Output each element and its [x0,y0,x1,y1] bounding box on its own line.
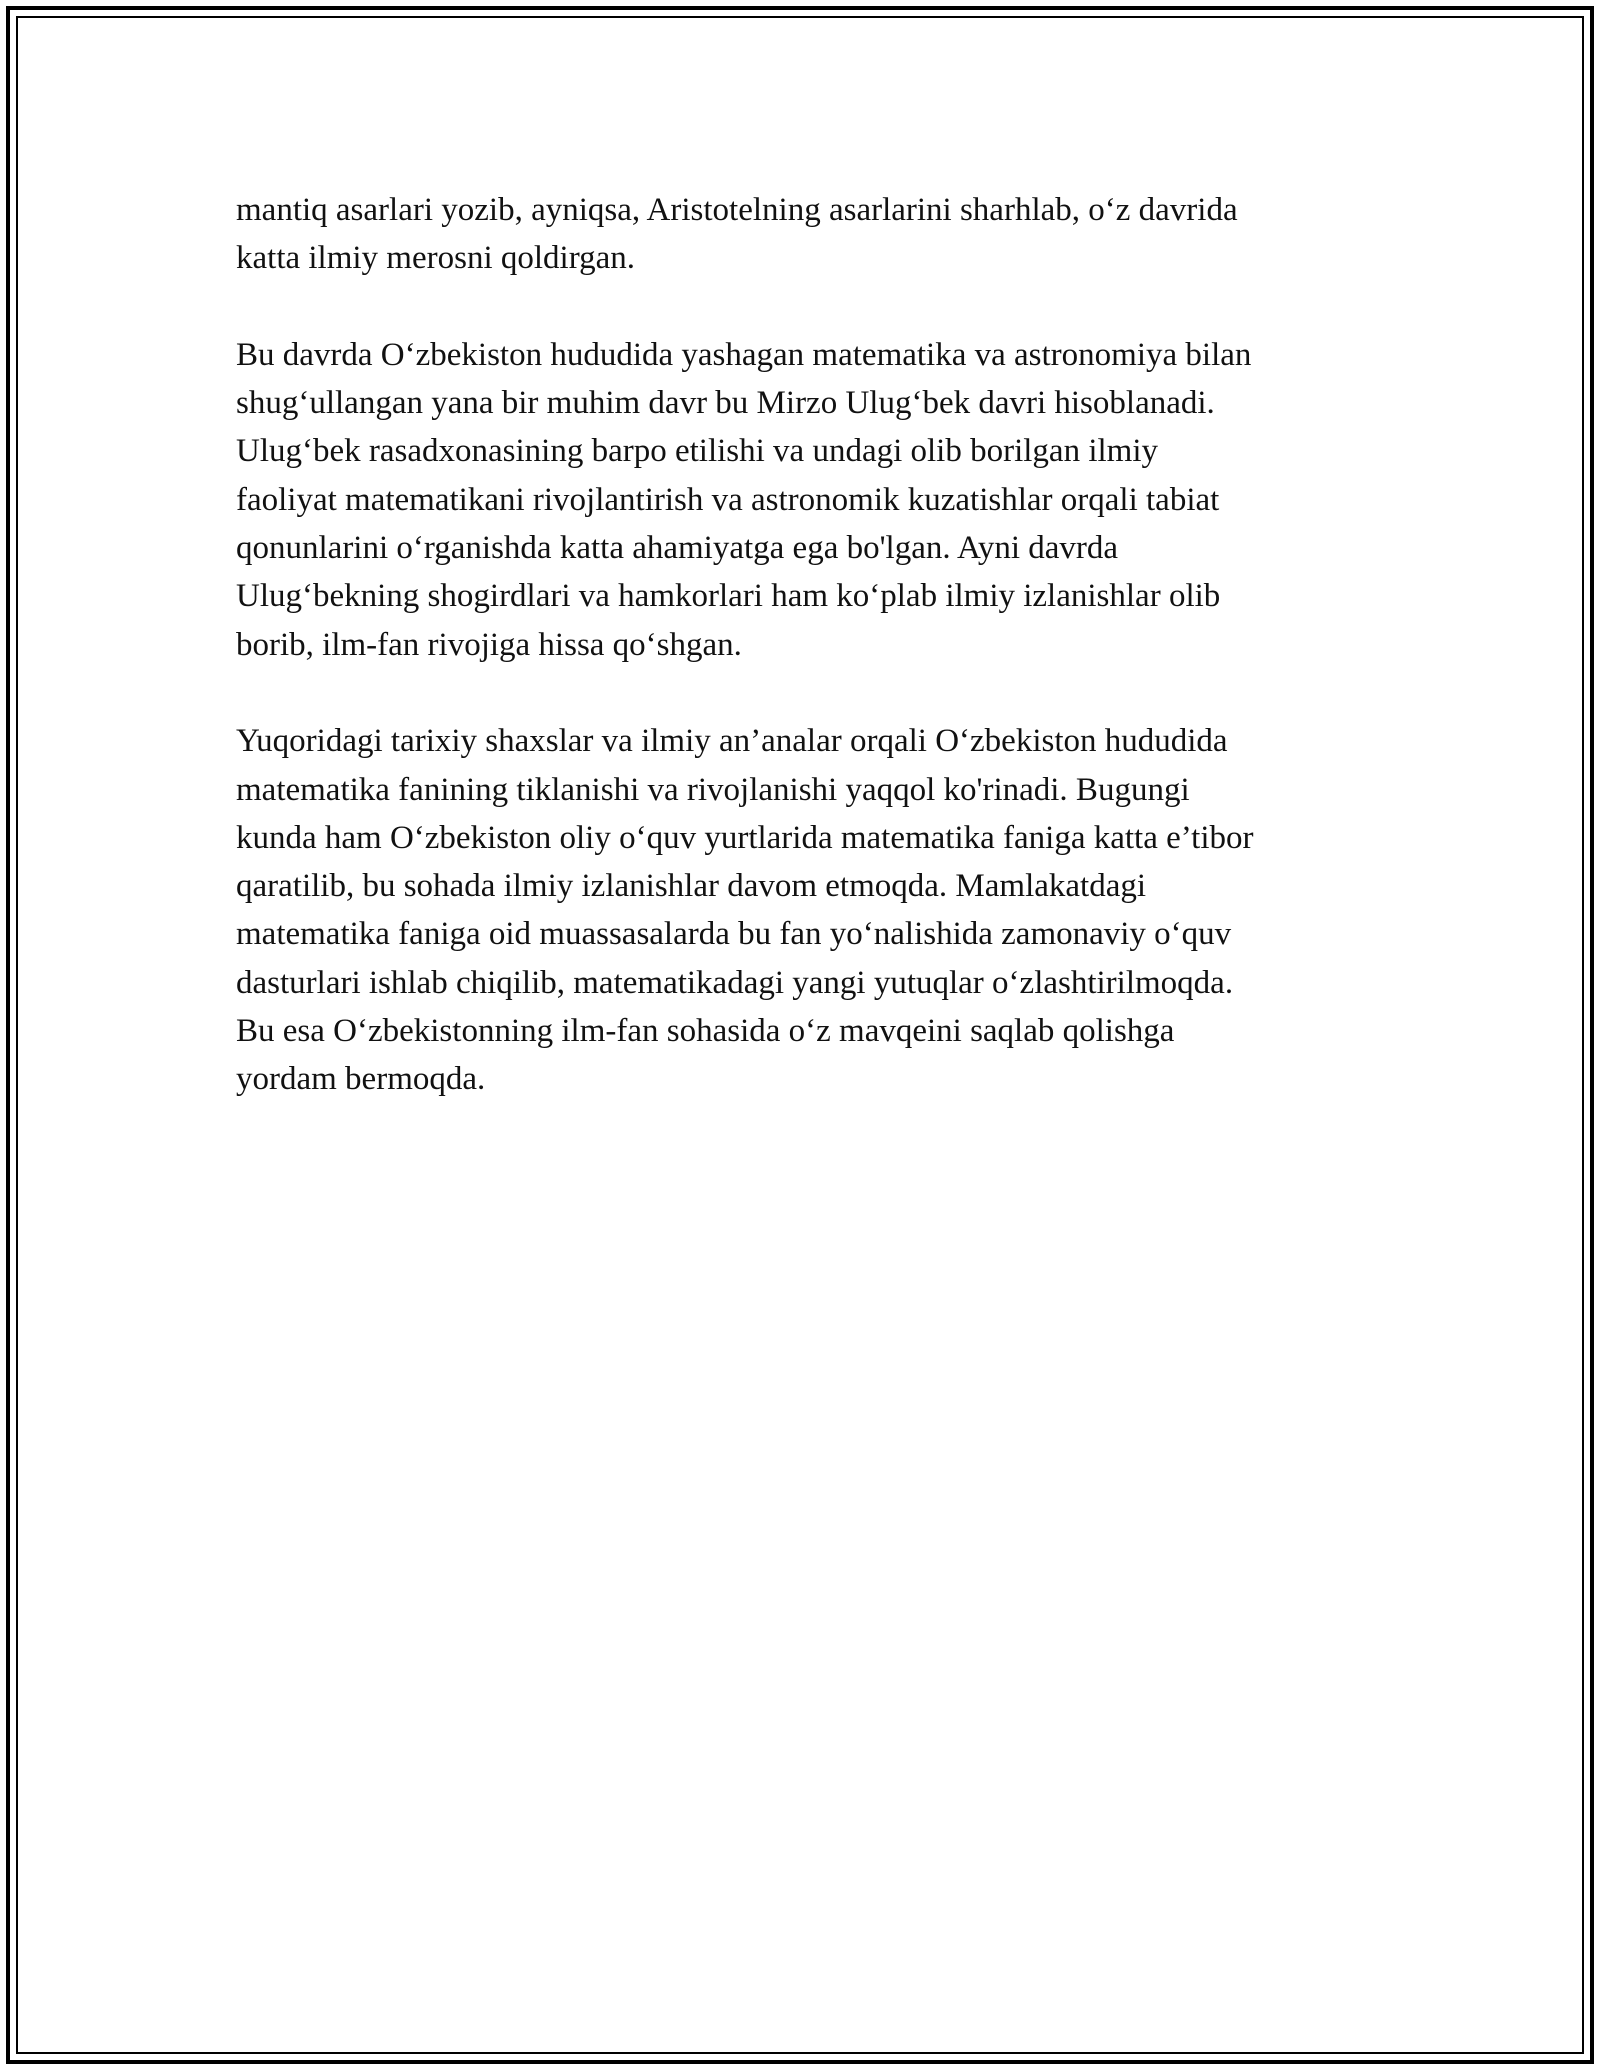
paragraph-1 [236,186,1396,283]
text-line: Bu esa O‘zbekistonning ilm-fan sohasida o‘z mavqeini saqlab qolishga [236,1013,1175,1050]
text-line: faoliyat matematikani rivojlantirish va astronomik kuzatishlar orqali tabiat [236,481,1220,518]
paragraph-3 [236,717,1396,1103]
text-line: Ulug‘bekning shogirdlari va hamkorlari ham ko‘plab ilmiy izlanishlar olib [236,578,1221,615]
text-line: Ulug‘bek rasadxonasining barpo etilishi va undagi olib borilgan ilmiy [236,433,1159,470]
paragraph-2 [236,331,1396,669]
text-line: yordam bermoqda. [236,1061,486,1098]
text-line: borib, ilm-fan rivojiga hissa qo‘shgan. [236,626,742,663]
text-line: Bu davrda O‘zbekiston hududida yashagan matematika va astronomiya bilan [236,336,1252,373]
text-line: matematika fanining tiklanishi va rivojlanishi yaqqol ko'rinadi. Bugungi [236,771,1190,808]
text-line: qaratilib, bu sohada ilmiy izlanishlar davom etmoqda. Mamlakatdagi [236,868,1147,905]
document-body [236,186,1396,1152]
text-line: mantiq asarlari yozib, ayniqsa, Aristotelning asarlarini sharhlab, o‘z davrida [236,192,1238,228]
text-line: dasturlari ishlab chiqilib, matematikadagi yangi yutuqlar o‘zlashtirilmoqda. [236,964,1234,1001]
text-line: Yuqoridagi tarixiy shaxslar va ilmiy an’analar orqali O‘zbekiston hududida [236,723,1228,760]
text-line: kunda ham O‘zbekiston oliy o‘quv yurtlarida matematika faniga katta e’tibor [236,819,1254,856]
text-line: katta ilmiy merosni qoldirgan. [236,240,635,277]
text-line: qonunlarini o‘rganishda katta ahamiyatga ega bo'lgan. Ayni davrda [236,530,1119,567]
text-line: shug‘ullangan yana bir muhim davr bu Mirzo Ulug‘bek davri hisoblanadi. [236,385,1215,422]
text-line: matematika faniga oid muassasalarda bu fan yo‘nalishida zamonaviy o‘quv [236,916,1232,953]
